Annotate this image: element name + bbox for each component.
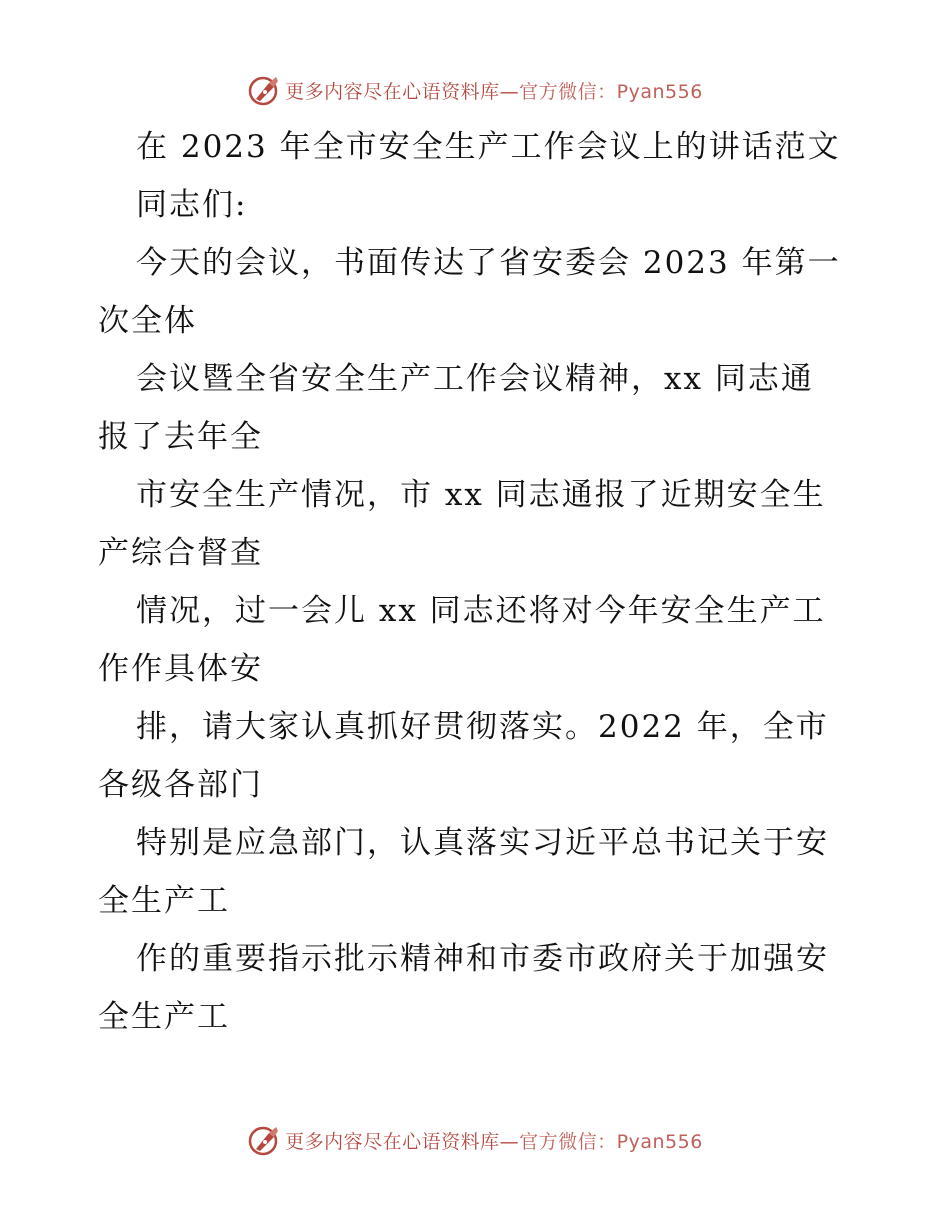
paragraph-line: 全生产工 <box>98 883 230 919</box>
paragraph-line: 特别是应急部门，认真落实习近平总书记关于安 <box>136 825 829 861</box>
pen-nib-logo-icon <box>247 1123 281 1157</box>
paragraph-line: 同志们: <box>136 187 248 223</box>
header-watermark <box>0 70 950 110</box>
document-title: 在 2023 年全市安全生产工作会议上的讲话范文 <box>136 129 841 165</box>
paragraph-line: 会议暨全省安全生产工作会议精神，xx 同志通 <box>136 361 814 397</box>
watermark-main-text: 更多内容尽在心语资料库 <box>285 1130 500 1153</box>
watermark-text <box>285 1127 703 1154</box>
watermark-wechat-text: 官方微信：Pyan556 <box>519 1130 703 1153</box>
watermark-wechat-text: 官方微信：Pyan556 <box>519 80 703 103</box>
paragraph-line: 情况，过一会儿 xx 同志还将对今年安全生产工 <box>136 593 826 629</box>
watermark-main-text: 更多内容尽在心语资料库 <box>285 80 500 103</box>
paragraph-line: 各级各部门 <box>98 767 263 803</box>
pen-nib-logo-icon <box>247 73 281 107</box>
paragraph-line: 产综合督查 <box>98 535 263 571</box>
paragraph-line: 次全体 <box>98 303 197 339</box>
paragraph-line: 排，请大家认真抓好贯彻落实。2022 年，全市 <box>136 709 829 745</box>
paragraph-line: 市安全生产情况，市 xx 同志通报了近期安全生 <box>136 477 826 513</box>
watermark-text <box>285 77 703 104</box>
paragraph-line: 报了去年全 <box>98 419 263 455</box>
paragraph-line: 今天的会议，书面传达了省安委会 2023 年第一 <box>136 245 841 281</box>
document-body <box>98 118 858 1046</box>
paragraph-line: 全生产工 <box>98 999 230 1035</box>
watermark-separator: — <box>499 80 520 103</box>
paragraph-line: 作作具体安 <box>98 651 263 687</box>
paragraph-line: 作的重要指示批示精神和市委市政府关于加强安 <box>136 941 829 977</box>
watermark-separator: — <box>499 1130 520 1153</box>
footer-watermark <box>0 1120 950 1160</box>
